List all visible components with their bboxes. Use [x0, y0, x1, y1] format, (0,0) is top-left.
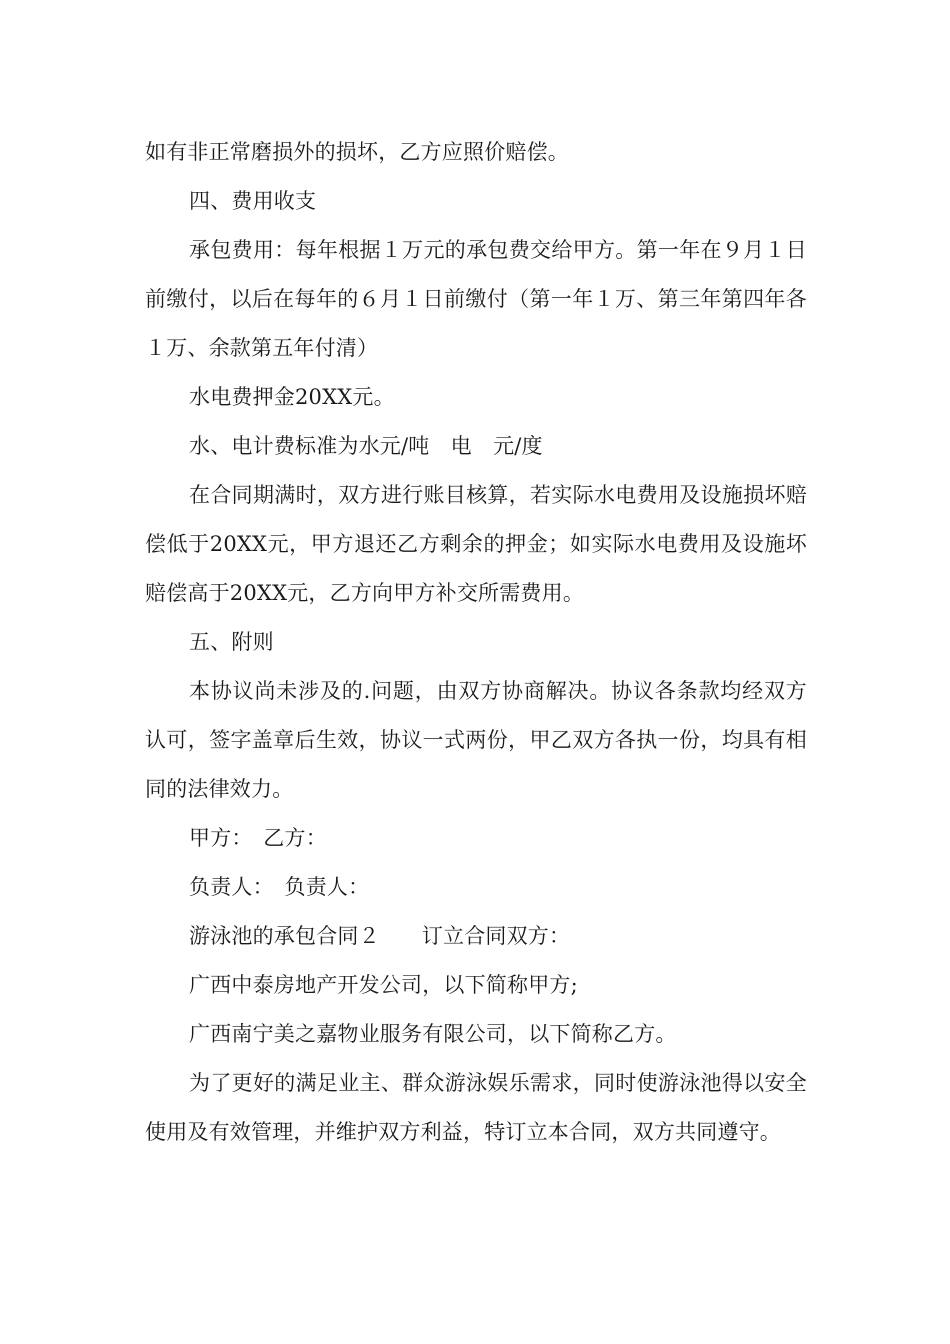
section-heading-appendix: 五、附则 [189, 630, 274, 654]
contract-parties-label: 订立合同双方： [421, 924, 571, 948]
paragraph-settlement: 在合同期满时，双方进行账目核算，若实际水电费用及设施损坏赔偿低于20XX元，甲方退还乙方剩余的押金；如实际水电费用及设施坏赔偿高于20XX元，乙方向甲方补交所需费用。 [145, 483, 807, 605]
contract-title-line [145, 912, 807, 961]
section-heading-fees: 四、费用收支 [189, 189, 317, 213]
party-b: 广西南宁美之嘉物业服务有限公司，以下简称乙方。 [189, 1022, 677, 1046]
party-a: 广西中泰房地产开发公司，以下简称甲方; [189, 973, 578, 997]
paragraph-utility-rates: 水、电计费标准为水元/吨 电 元/度 [189, 434, 543, 458]
paragraph-contract-fee: 承包费用：每年根据１万元的承包费交给甲方。第一年在９月１日前缴付，以后在每年的６月１日前缴付（第一年１万、第三年第四年各１万、余款第五年付清） [145, 238, 807, 360]
contract-title: 游泳池的承包合同２ [189, 924, 380, 948]
signature-responsible: 负责人： 负责人： [189, 875, 370, 899]
paragraph-agreement-terms: 本协议尚未涉及的.问题，由双方协商解决。协议各条款均经双方认可，签字盖章后生效，协议一式两份，甲乙双方各执一份，均具有相同的法律效力。 [145, 679, 807, 801]
paragraph-deposit: 水电费押金20XX元。 [189, 385, 395, 409]
paragraph-purpose: 为了更好的满足业主、群众游泳娱乐需求，同时使游泳池得以安全使用及有效管理，并维护双方利益，特订立本合同，双方共同遵守。 [145, 1071, 807, 1144]
signature-parties: 甲方： 乙方： [189, 826, 327, 850]
paragraph-damage-compensation: 如有非正常磨损外的损坏，乙方应照价赔偿。 [145, 140, 569, 164]
document-body [145, 128, 807, 1157]
